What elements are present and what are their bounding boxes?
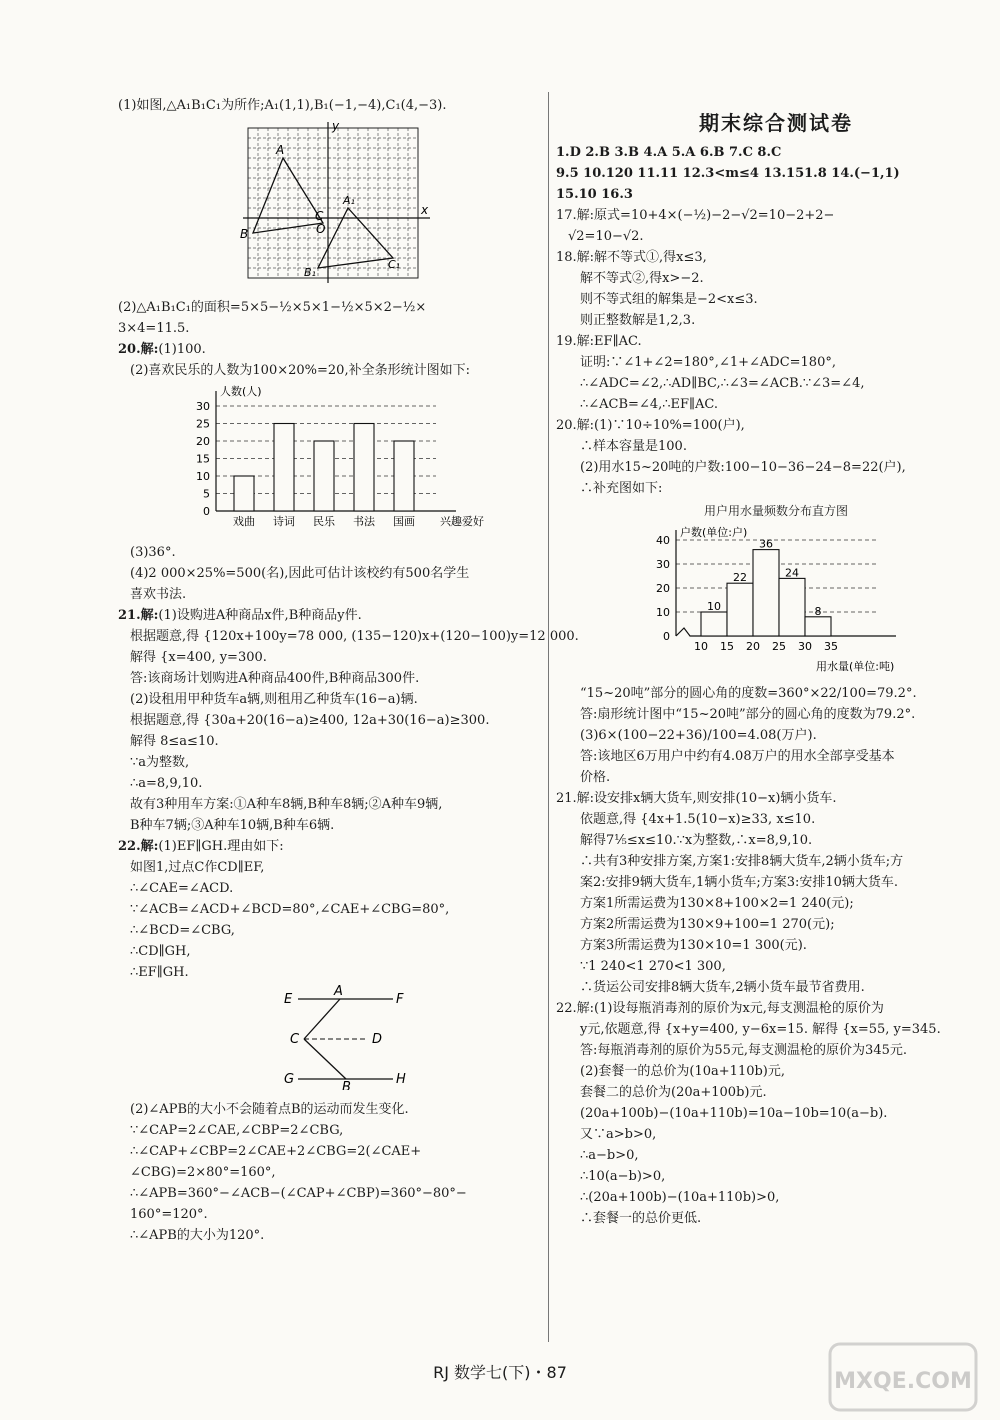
q22-line10: ∴∠CAP+∠CBP=2∠CAE+2∠CBG=2(∠CAE+: [130, 1144, 422, 1159]
q21-line8: ∵a为整数,: [130, 755, 190, 770]
histogram-bar: [701, 612, 727, 636]
q21r-line8: 方案3所需运费为130×10=1 300(元).: [580, 938, 807, 953]
q20-part2: (2)喜欢民乐的人数为100×20%=20,补全条形统计图如下:: [130, 363, 470, 378]
label-f: F: [396, 992, 404, 1007]
q22-line6: ∴CD∥GH,: [130, 944, 191, 959]
q21r-line7: 方案2所需运费为130×9+100=1 270(元);: [580, 917, 835, 932]
label-a: A: [334, 985, 343, 999]
page-title: 期末综合测试卷: [699, 111, 853, 135]
q20-part4: (4)2 000×25%=500(名),因此可估计该校约有500名学生: [130, 566, 470, 581]
q19-line2: 证明:∵∠1+∠2=180°,∠1+∠ADC=180°,: [580, 355, 836, 370]
bar: [314, 441, 334, 511]
q22-heading: 22.解:: [118, 839, 159, 854]
x-tick-label: 诗词: [273, 515, 295, 528]
q22r-line10: ∴(20a+100b)−(10a+110b)>0,: [580, 1190, 780, 1205]
svg-text:MXQE.COM: MXQE.COM: [834, 1369, 972, 1394]
q20r-line3: (2)用水15~20吨的户数:100−10−36−24−8=22(户),: [580, 460, 906, 475]
q20r-line7: (3)6×(100−22+36)/100=4.08(万户).: [580, 728, 817, 743]
q21r-line9: ∵1 240<1 270<1 300,: [580, 959, 726, 974]
y-tick-label: 10: [196, 470, 210, 483]
bar-value-label: 24: [785, 566, 799, 580]
right-column: [556, 95, 996, 1229]
q20r-line2: ∴样本容量是100.: [580, 439, 687, 454]
q22-line5: ∴∠BCD=∠CBG,: [130, 923, 235, 938]
y-tick-label: 0: [663, 630, 670, 643]
q19-line3: ∴∠ADC=∠2,∴AD∥BC,∴∠3=∠ACB.∵∠3=∠4,: [580, 376, 865, 391]
q22r-line1: 22.解:(1)设每瓶消毒剂的原价为x元,每支测温枪的原价为: [556, 1001, 884, 1016]
q22-line12: ∴∠APB=360°−∠ACB−(∠CAP+∠CBP)=360°−80°−: [130, 1186, 467, 1201]
bar: [394, 441, 414, 511]
histogram-bar: [753, 550, 779, 636]
label-h: H: [396, 1072, 406, 1087]
q22r-line5: 套餐二的总价为(20a+100b)元.: [580, 1085, 767, 1100]
histogram-bar: [805, 617, 831, 636]
q19-part2-cont: 3×4=11.5.: [118, 321, 190, 336]
x-tick-label: 国画: [393, 515, 415, 528]
q22r-line11: ∴套餐一的总价更低.: [580, 1211, 702, 1226]
q22-line4: ∵∠ACB=∠ACD+∠BCD=80°,∠CAE+∠CBG=80°,: [130, 902, 450, 917]
column-divider: [548, 92, 549, 1342]
q19-line4: ∴∠ACB=∠4,∴EF∥AC.: [580, 397, 719, 412]
point-c-label: C: [315, 209, 324, 223]
point-a-label: A: [276, 143, 285, 157]
q21r-line3: 解得7⅕≤x≤10.∵x为整数,∴x=8,9,10.: [580, 833, 813, 848]
q19-line1: 19.解:EF∥AC.: [556, 334, 642, 349]
q22r-line7: 又∵a>b>0,: [580, 1127, 657, 1142]
x-axis-title: 用水量(单位:吨): [816, 660, 895, 673]
y-tick-label: 20: [656, 582, 670, 595]
y-tick-label: 25: [196, 417, 210, 431]
answers-row-1: 1.D 2.B 3.B 4.A 5.A 6.B 7.C 8.C: [556, 145, 782, 160]
q18-line4: 则正整数解是1,2,3.: [580, 313, 696, 328]
q21-line6: 根据题意,得 {30a+20(16−a)≥400, 12a+30(16−a)≥300.: [130, 713, 490, 728]
y-axis-label: y: [332, 119, 340, 133]
q21r-line6: 方案1所需运费为130×8+100×2=1 240(元);: [580, 896, 854, 911]
label-e: E: [284, 992, 293, 1007]
q21r-line2: 依题意,得 {4x+1.5(10−x)≥33, x≤10.: [580, 812, 816, 827]
q20-part1: (1)100.: [158, 342, 206, 357]
x-axis-label: x: [421, 203, 429, 217]
water-usage-histogram: [556, 524, 996, 674]
bar: [354, 424, 374, 512]
q22-line1: (1)EF∥GH.理由如下:: [158, 839, 284, 854]
y-axis-title: 人数(人): [220, 385, 262, 398]
q21-line5: (2)设租用甲种货车a辆,则租用乙种货车(16−a)辆.: [130, 692, 418, 707]
q21-line3: 解得 {x=400, y=300.: [130, 650, 267, 665]
q17-line2: √2=10−√2.: [568, 229, 644, 244]
histogram-title: 用户用水量频数分布直方图: [703, 504, 848, 518]
q20r-line4: ∴补充图如下:: [580, 481, 663, 496]
bar-value-label: 36: [759, 537, 773, 551]
y-tick-label: 30: [656, 558, 670, 571]
answers-row-2: 9.5 10.120 11.11 12.3<m≤4 13.151.8 14.(−1,1): [556, 166, 900, 181]
histogram-bar: [779, 578, 805, 636]
q22r-line6: (20a+100b)−(10a+110b)=10a−10b=10(a−b).: [580, 1106, 888, 1121]
hobby-bar-chart: [118, 383, 543, 533]
label-g: G: [284, 1072, 295, 1087]
q20-part4-cont: 喜欢书法.: [130, 587, 187, 602]
q22r-line8: ∴a−b>0,: [580, 1148, 639, 1163]
origin-label: O: [316, 222, 326, 236]
q21r-line10: ∴货运公司安排8辆大货车,2辆小货车最节省费用.: [580, 980, 865, 995]
q21-line9: ∴a=8,9,10.: [130, 776, 203, 791]
q21-line7: 解得 8≤a≤10.: [130, 734, 219, 749]
label-c: C: [290, 1032, 300, 1047]
watermark-logo: [828, 1342, 978, 1412]
q21-heading: 21.解:: [118, 608, 159, 623]
left-column: [118, 95, 579, 1246]
q22-line8: (2)∠APB的大小不会随着点B的运动而发生变化.: [130, 1102, 409, 1117]
q21r-line4: ∴共有3种安排方案,方案1:安排8辆大货车,2辆小货车;方: [580, 854, 904, 869]
label-d: D: [372, 1032, 383, 1047]
q20-heading: 20.解:: [118, 342, 159, 357]
x-tick-label: 25: [772, 640, 786, 653]
bar-value-label: 8: [814, 604, 822, 618]
q21r-line1: 21.解:设安排x辆大货车,则安排(10−x)辆小货车.: [556, 791, 837, 806]
q20-part3: (3)36°.: [130, 545, 176, 560]
x-tick-label: 民乐: [313, 515, 335, 528]
q20r-line8: 答:该地区6万用户中约有4.08万户的用水全部享受基本: [580, 749, 895, 764]
q19-part2: (2)△A₁B₁C₁的面积=5×5−½×5×1−½×5×2−½×: [118, 300, 427, 315]
y-tick-label: 5: [203, 487, 210, 501]
y-tick-label: 30: [196, 400, 210, 413]
x-tick-label: 35: [824, 640, 838, 653]
q22-line11: ∠CBG)=2×80°=160°,: [130, 1165, 276, 1180]
y-tick-label: 20: [196, 435, 210, 448]
x-tick-label: 15: [720, 640, 734, 653]
q22-line7: ∴EF∥GH.: [130, 965, 189, 980]
y-tick-label: 0: [203, 505, 210, 518]
q22-line9: ∵∠CAP=2∠CAE,∠CBP=2∠CBG,: [130, 1123, 344, 1138]
q17-line1: 17.解:原式=10+4×(−½)−2−√2=10−2+2−: [556, 208, 835, 223]
q22-line13: 160°=120°.: [130, 1207, 208, 1222]
q21r-line5: 案2:安排9辆大货车,1辆小货车;方案3:安排10辆大货车.: [580, 875, 899, 890]
x-tick-label: 30: [798, 640, 812, 653]
y-tick-label: 15: [196, 452, 210, 466]
q20r-line9: 价格.: [580, 770, 611, 785]
q22-line3: ∴∠CAE=∠ACD.: [130, 881, 234, 896]
q22-line2: 如图1,过点C作CD∥EF,: [130, 860, 265, 875]
q22r-line4: (2)套餐一的总价为(10a+110b)元,: [580, 1064, 786, 1079]
q22r-line2: y元,依题意,得 {x+y=400, y−6x=15. 解得 {x=55, y=345.: [580, 1022, 941, 1037]
point-c1-label: C₁: [388, 258, 401, 271]
q21-line11: B种车7辆;③A种车10辆,B种车6辆.: [130, 818, 335, 833]
q18-line3: 则不等式组的解集是−2<x≤3.: [580, 292, 758, 307]
y-tick-label: 10: [656, 606, 670, 619]
q22r-line9: ∴10(a−b)>0,: [580, 1169, 666, 1184]
label-b: B: [342, 1080, 351, 1090]
x-tick-label: 书法: [353, 515, 375, 528]
x-tick-label: 10: [694, 640, 708, 653]
q18-line1: 18.解:解不等式①,得x≤3,: [556, 250, 707, 265]
q21-line10: 故有3种用车方案:①A种车8辆,B种车8辆;②A种车9辆,: [130, 797, 443, 812]
point-a1-label: A₁: [343, 194, 355, 207]
q18-line2: 解不等式②,得x>−2.: [580, 271, 704, 286]
bar-value-label: 22: [733, 571, 747, 585]
parallel-lines-figure: [118, 985, 543, 1090]
x-tick-label: 戏曲: [233, 515, 255, 528]
point-b1-label: B₁: [304, 266, 316, 279]
answers-row-3: 15.10 16.3: [556, 187, 633, 202]
q20r-line5: “15~20吨”部分的圆心角的度数=360°×22/100=79.2°.: [580, 686, 917, 701]
q22r-line3: 答:每瓶消毒剂的原价为55元,每支测温枪的原价为345元.: [580, 1043, 907, 1058]
bar: [234, 476, 254, 511]
y-axis-title: 户数(单位:户): [680, 526, 748, 539]
q20r-line6: 答:扇形统计图中“15~20吨”部分的圆心角的度数为79.2°.: [580, 707, 916, 722]
q20r-line1: 20.解:(1)∵10÷10%=100(户),: [556, 418, 745, 433]
histogram-bar: [727, 583, 753, 636]
q21-line2: 根据题意,得 {120x+100y=78 000, (135−120)x+(120−100)y=12 000.: [130, 629, 579, 644]
q22-line14: ∴∠APB的大小为120°.: [130, 1228, 265, 1243]
x-axis-title: 兴趣爱好: [440, 515, 484, 528]
y-tick-label: 40: [656, 534, 670, 547]
q21-line1: (1)设购进A种商品x件,B种商品y件.: [158, 608, 362, 623]
bar: [274, 424, 294, 512]
page-footer: RJ 数学七(下)・87: [433, 1363, 567, 1382]
q19-part1: (1)如图,△A₁B₁C₁为所作;A₁(1,1),B₁(−1,−4),C₁(4,−3).: [118, 98, 447, 113]
coordinate-grid-figure: [118, 118, 543, 288]
bar-value-label: 10: [707, 600, 721, 613]
q21-line4: 答:该商场计划购进A种商品400件,B种商品300件.: [130, 671, 420, 686]
point-b-label: B: [240, 227, 249, 241]
x-tick-label: 20: [746, 640, 760, 653]
